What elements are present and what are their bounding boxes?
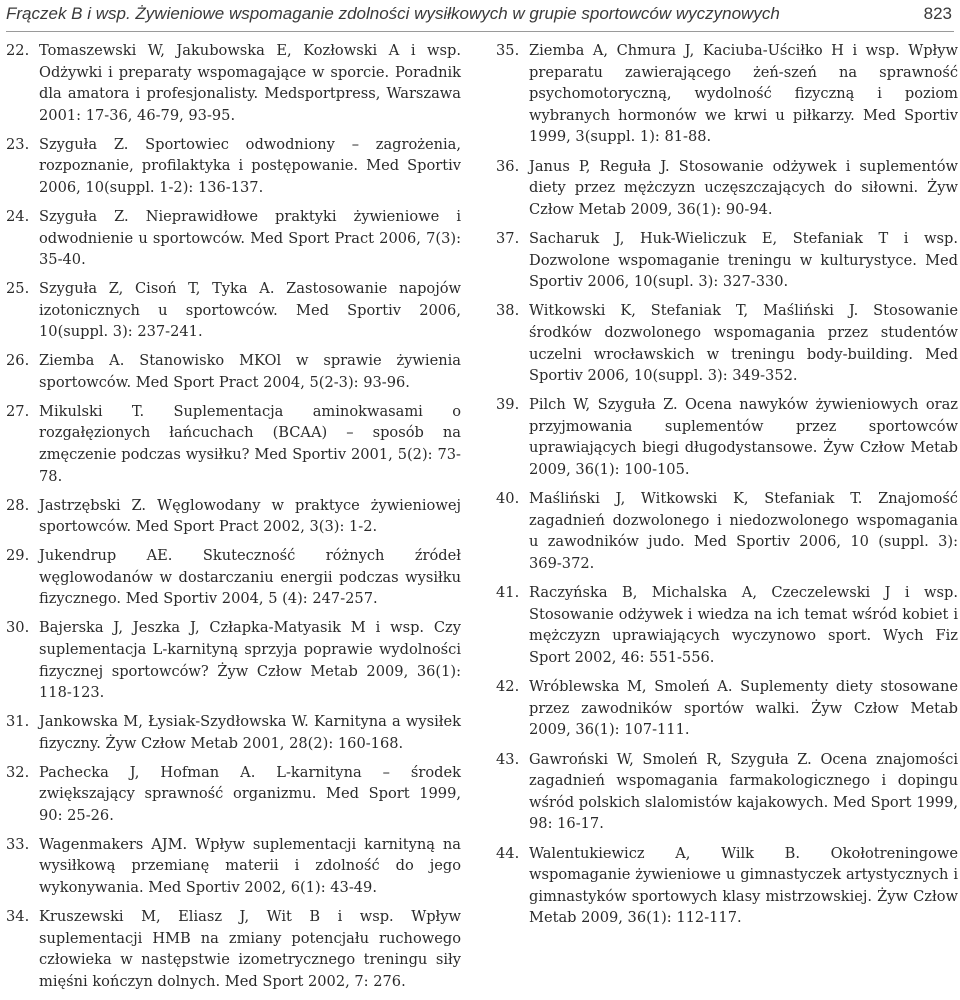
reference-item <box>6 401 461 487</box>
page-number: 823 <box>923 4 952 23</box>
reference-number: 26. <box>6 352 30 370</box>
reference-number: 33. <box>6 835 30 853</box>
reference-text: Janus P, Reguła J. Stosowanie odżywek i suplementów diety przez mężczyzn uczęszczających do siłowni. Żyw Człow Metab 2009, 36(1): 90-94. <box>529 157 958 218</box>
reference-number: 28. <box>6 496 30 514</box>
reference-text: Mikulski T. Suplementacja aminokwasami o rozgałęzionych łańcuchach (BCAA) – sposób na zmęczenie podczas wysiłku? Med Sportiv 2001, 5(2): 73-78. <box>39 402 461 485</box>
reference-item <box>6 906 461 992</box>
reference-text: Kruszewski M, Eliasz J, Wit B i wsp. Wpływ suplementacji HMB na zmiany potencjału ruchowego człowieka w następstwie izometrycznego treningu siły mięśni kończyn dolnych. Med Sport 2002, 7: 276. <box>39 908 461 990</box>
reference-number: 30. <box>6 619 30 637</box>
reference-number: 42. <box>496 678 520 696</box>
references-left-column <box>6 40 461 1000</box>
reference-number: 40. <box>496 490 520 508</box>
reference-number: 38. <box>496 302 520 320</box>
reference-number: 25. <box>6 280 30 298</box>
reference-number: 41. <box>496 584 520 602</box>
reference-item <box>6 762 461 827</box>
reference-item <box>496 228 958 293</box>
reference-item <box>6 278 461 343</box>
reference-item <box>6 834 461 899</box>
reference-number: 39. <box>496 396 520 414</box>
reference-item <box>496 843 958 929</box>
reference-text: Maśliński J, Witkowski K, Stefaniak T. Znajomość zagadnień dozwolonego i niedozwolonego wspomagania u zawodników judo. Med Sportiv 2006, 10 (suppl. 3): 369-372. <box>529 490 958 573</box>
reference-number: 32. <box>6 763 30 781</box>
reference-number: 29. <box>6 547 30 565</box>
reference-item <box>496 394 958 480</box>
reference-number: 44. <box>496 844 520 862</box>
reference-item <box>6 495 461 538</box>
reference-number: 35. <box>496 42 520 59</box>
reference-number: 23. <box>6 135 30 153</box>
reference-text: Gawroński W, Smoleń R, Szyguła Z. Ocena znajomości zagadnień wspomagania farmakologicznego i dopingu wśród polskich slalomistów kajakowych. Med Sport 1999, 98: 16-17. <box>529 750 958 833</box>
reference-text: Szyguła Z. Nieprawidłowe praktyki żywieniowe i odwodnienie u sportowców. Med Sport Pract 2006, 7(3): 35-40. <box>39 207 461 269</box>
reference-item <box>6 40 461 126</box>
references-right-column <box>496 40 958 937</box>
reference-text: Szyguła Z. Sportowiec odwodniony – zagrożenia, rozpoznanie, profilaktyka i postępowanie. Med Sportiv 2006, 10(suppl. 1-2): 136-137. <box>39 135 461 196</box>
header-divider <box>6 31 954 32</box>
reference-text: Sacharuk J, Huk-Wieliczuk E, Stefaniak T i wsp. Dozwolone wspomaganie treningu w kulturystyce. Med Sportiv 2006, 10(supl. 3): 327-330. <box>529 229 958 291</box>
reference-number: 34. <box>6 908 30 926</box>
reference-text: Jastrzębski Z. Węglowodany w praktyce żywieniowej sportowców. Med Sport Pract 2002, 3(3): 1-2. <box>39 496 461 536</box>
reference-text: Raczyńska B, Michalska A, Czeczelewski J i wsp. Stosowanie odżywek i wiedza na ich temat wśród kobiet i mężczyzn uprawiających wyczynowo sport. Wych Fiz Sport 2002, 46: 551-556. <box>529 584 958 666</box>
reference-item <box>6 134 461 199</box>
reference-item <box>496 488 958 574</box>
reference-text: Walentukiewicz A, Wilk B. Okołotreningowe wspomaganie żywieniowe u gimnastyczek artystycznych i gimnastyków sportowych klasy mistrzowskiej. Żyw Człow Metab 2009, 36(1): 112-117. <box>529 844 958 927</box>
reference-number: 27. <box>6 402 30 420</box>
reference-number: 31. <box>6 713 30 731</box>
reference-item <box>6 350 461 393</box>
reference-item <box>496 300 958 386</box>
reference-text: Bajerska J, Jeszka J, Człapka-Matyasik M i wsp. Czy suplementacja L-karnityną sprzyja poprawie wydolności fizycznej sportowców? Żyw Człow Metab 2009, 36(1): 118-123. <box>39 619 461 702</box>
reference-text: Pachecka J, Hofman A. L-karnityna – środek zwiększający sprawność organizmu. Med Sport 1999, 90: 25-26. <box>39 763 461 824</box>
reference-text: Wagenmakers AJM. Wpływ suplementacji karnityną na wysiłkową przemianę materii i zdolność do jego wykonywania. Med Sportiv 2002, 6(1): 43-49. <box>39 835 461 897</box>
reference-item <box>496 582 958 668</box>
reference-text: Wróblewska M, Smoleń A. Suplementy diety stosowane przez zawodników sportów walki. Żyw Człow Metab 2009, 36(1): 107-111. <box>529 678 958 739</box>
reference-text: Pilch W, Szyguła Z. Ocena nawyków żywieniowych oraz przyjmowania suplementów przez sportowców uprawiających biegi długodystansowe. Żyw Człow Metab 2009, 36(1): 100-105. <box>529 396 958 479</box>
reference-item <box>496 676 958 741</box>
reference-item <box>496 40 958 148</box>
reference-item <box>6 545 461 610</box>
reference-item <box>6 711 461 754</box>
running-header <box>6 4 956 28</box>
reference-number: 37. <box>496 229 520 247</box>
reference-item <box>6 206 461 271</box>
reference-item <box>496 749 958 835</box>
reference-text: Ziemba A. Stanowisko MKOl w sprawie żywienia sportowców. Med Sport Pract 2004, 5(2-3): 93-96. <box>39 352 461 391</box>
reference-text: Ziemba A, Chmura J, Kaciuba-Uściłko H i wsp. Wpływ preparatu zawierającego żeń-szeń na sprawność psychomotoryczną, wydolność fizyczną i poziom wybranych hormonów we krwi u piłkarzy. Med Sportiv 1999, 3(suppl. 1): 81-88. <box>529 42 958 146</box>
reference-number: 22. <box>6 42 30 59</box>
reference-text: Witkowski K, Stefaniak T, Maśliński J. Stosowanie środków dozwolonego wspomagania przez studentów uczelni wrocławskich w treningu body-building. Med Sportiv 2006, 10(suppl. 3): 349-352. <box>529 302 958 385</box>
reference-number: 24. <box>6 207 30 225</box>
reference-number: 36. <box>496 157 520 175</box>
reference-number: 43. <box>496 750 520 768</box>
running-title: Frączek B i wsp. Żywieniowe wspomaganie zdolności wysiłkowych w grupie sportowców wyczynowych <box>6 4 780 23</box>
reference-item <box>6 617 461 703</box>
reference-item <box>496 156 958 221</box>
reference-text: Tomaszewski W, Jakubowska E, Kozłowski A i wsp. Odżywki i preparaty wspomagające w sporcie. Poradnik dla amatora i profesjonalisty. Medsportpress, Warszawa 2001: 17-36, 46-79, 93-95. <box>39 42 461 124</box>
reference-text: Jukendrup AE. Skuteczność różnych źródeł węglowodanów w dostarczaniu energii podczas wysiłku fizycznego. Med Sportiv 2004, 5 (4): 247-257. <box>39 547 461 608</box>
reference-text: Jankowska M, Łysiak-Szydłowska W. Karnityna a wysiłek fizyczny. Żyw Człow Metab 2001, 28(2): 160-168. <box>39 713 461 752</box>
reference-text: Szyguła Z, Cisoń T, Tyka A. Zastosowanie napojów izotonicznych u sportowców. Med Sportiv 2006, 10(suppl. 3): 237-241. <box>39 280 461 341</box>
